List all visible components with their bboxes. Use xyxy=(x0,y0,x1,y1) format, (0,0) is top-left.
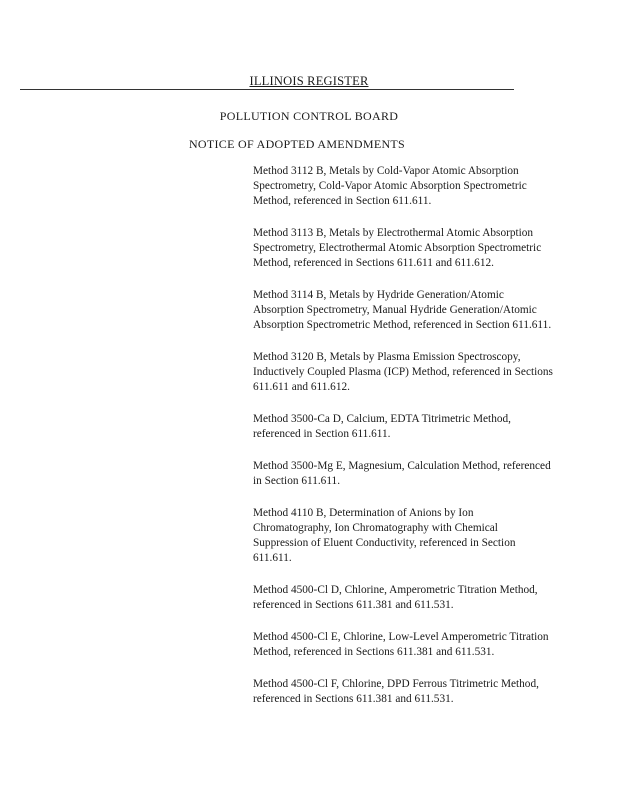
header-rule xyxy=(20,89,514,90)
register-title: ILLINOIS REGISTER xyxy=(249,74,369,88)
board-name: POLLUTION CONTROL BOARD xyxy=(219,109,399,123)
method-item: Method 3113 B, Metals by Electrothermal Atomic Absorption Spectrometry, Electrothermal Atomic Absorption Spectrometric Method, referenced in Sections 611.611 and 611.612. xyxy=(253,227,542,269)
notice-title: NOTICE OF ADOPTED AMENDMENTS xyxy=(188,137,406,151)
method-item: Method 3114 B, Metals by Hydride Generation/Atomic Absorption Spectrometry, Manual Hydride Generation/Atomic Absorption Spectrometric Method, referenced in Section 611.611. xyxy=(253,289,552,331)
method-item: Method 4500-Cl D, Chlorine, Amperometric Titration Method, referenced in Sections 611.381 and 611.531. xyxy=(253,584,538,611)
method-item: Method 3500-Mg E, Magnesium, Calculation Method, referenced in Section 611.611. xyxy=(253,460,551,487)
method-list xyxy=(253,164,553,724)
method-item: Method 3120 B, Metals by Plasma Emission Spectroscopy, Inductively Coupled Plasma (ICP) Method, referenced in Sections 611.611 and 611.612. xyxy=(253,351,553,393)
method-item: Method 4500-Cl E, Chlorine, Low-Level Amperometric Titration Method, referenced in Sections 611.381 and 611.531. xyxy=(253,631,549,658)
method-item: Method 3500-Ca D, Calcium, EDTA Titrimetric Method, referenced in Section 611.611. xyxy=(253,413,511,440)
method-item: Method 4500-Cl F, Chlorine, DPD Ferrous Titrimetric Method, referenced in Sections 611.381 and 611.531. xyxy=(253,678,539,705)
method-item: Method 3112 B, Metals by Cold-Vapor Atomic Absorption Spectrometry, Cold-Vapor Atomic Absorption Spectrometric Method, referenced in Section 611.611. xyxy=(253,165,527,207)
method-item: Method 4110 B, Determination of Anions by Ion Chromatography, Ion Chromatography with Chemical Suppression of Eluent Conductivity, referenced in Section 611.611. xyxy=(253,507,516,564)
register-header xyxy=(0,74,618,89)
